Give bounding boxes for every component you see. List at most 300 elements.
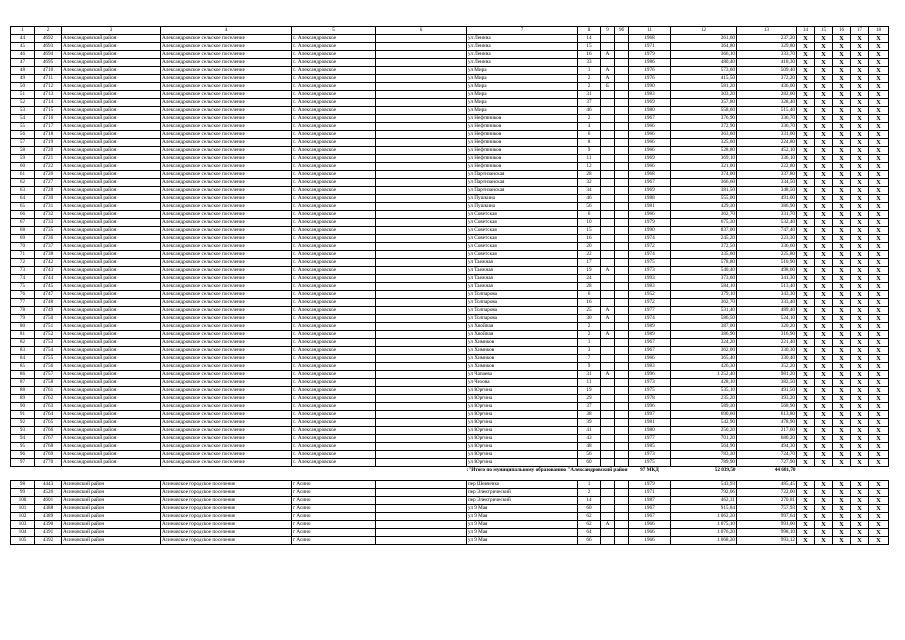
table-cell: X	[815, 521, 833, 529]
table-cell: 509,40	[737, 67, 797, 75]
table-cell	[615, 315, 629, 323]
table-cell: 586,50	[671, 315, 737, 323]
table-cell: 46	[11, 51, 35, 59]
table-row	[11, 379, 889, 387]
table-cell: 4738	[35, 251, 62, 259]
table-cell: 245,20	[671, 235, 737, 243]
table-cell	[601, 459, 615, 467]
table-cell: X	[869, 323, 889, 331]
table-cell: 1966	[629, 355, 671, 363]
table-cell: X	[797, 123, 815, 131]
table-cell: с. Александровское	[292, 315, 376, 323]
table-row	[11, 427, 889, 435]
table-cell: 217,60	[737, 427, 797, 435]
table-cell: X	[851, 497, 869, 505]
table-cell: ул Мира	[467, 83, 578, 91]
table-cell	[376, 155, 467, 163]
table-cell: X	[797, 195, 815, 203]
table-cell	[376, 387, 467, 395]
table-cell: X	[833, 331, 851, 339]
table-cell: X	[797, 259, 815, 267]
table-cell: X	[833, 91, 851, 99]
table-cell: Александровский район	[62, 259, 161, 267]
table-cell: 1966	[629, 537, 671, 545]
table-cell	[376, 147, 467, 155]
table-cell: 364,80	[671, 43, 737, 51]
table-cell: 491,50	[737, 387, 797, 395]
table-cell: X	[833, 291, 851, 299]
table-cell: X	[851, 243, 869, 251]
table-cell: 53	[11, 107, 35, 115]
table-cell	[376, 131, 467, 139]
table-cell: Александровское сельское поселение	[161, 75, 292, 83]
table-cell: 701,20	[671, 435, 737, 443]
table-cell: X	[869, 403, 889, 411]
table-cell: 320,20	[737, 323, 797, 331]
table-cell: 4731	[35, 203, 62, 211]
table-cell: ул Толпарова	[467, 307, 578, 315]
table-cell: ул Чапаева	[467, 371, 578, 379]
table-cell: Александровский район	[62, 59, 161, 67]
table-cell	[601, 411, 615, 419]
table-row	[11, 267, 889, 275]
table-cell: с. Александровское	[292, 35, 376, 43]
table-cell: с. Александровское	[292, 323, 376, 331]
table-cell: с. Александровское	[292, 307, 376, 315]
table-cell: 4710	[35, 67, 62, 75]
table-cell: 337,80	[737, 171, 797, 179]
table-cell: X	[815, 451, 833, 459]
table-cell: ул Партизанская	[467, 187, 578, 195]
table-cell: Асиновское городское поселение	[161, 529, 292, 537]
table-cell: 348,50	[737, 187, 797, 195]
table-cell: X	[833, 187, 851, 195]
table-cell: 321,00	[671, 163, 737, 171]
table-cell: 573,60	[671, 67, 737, 75]
column-number-header	[11, 27, 889, 35]
table-cell	[615, 387, 629, 395]
table-cell: Асиновский район	[62, 521, 161, 529]
table-cell	[601, 443, 615, 451]
table-cell: 24	[578, 275, 601, 283]
table-cell: ул Толпарова	[467, 315, 578, 323]
table-cell: с. Александровское	[292, 155, 376, 163]
table-cell: X	[869, 435, 889, 443]
table-cell: 4730	[35, 195, 62, 203]
table-cell: X	[833, 529, 851, 537]
table-cell: 41	[578, 427, 601, 435]
table-cell: X	[815, 243, 833, 251]
table-cell: 6	[578, 131, 601, 139]
table-cell: X	[833, 513, 851, 521]
table-cell: 87	[11, 379, 35, 387]
table-cell: 491,00	[737, 195, 797, 203]
table-cell	[376, 529, 467, 537]
table-cell	[601, 291, 615, 299]
table-cell: с. Александровское	[292, 75, 376, 83]
table-cell: 16	[578, 51, 601, 59]
table-cell	[601, 275, 615, 283]
table-cell: ул Толпарова	[467, 291, 578, 299]
table-cell: 365,40	[671, 355, 737, 363]
table-cell: 1985	[629, 443, 671, 451]
table-cell	[601, 403, 615, 411]
table-cell: X	[869, 497, 889, 505]
table-cell: ул Советская	[467, 211, 578, 219]
table-cell: 4389	[35, 513, 62, 521]
table-cell: X	[851, 211, 869, 219]
table-cell: X	[851, 435, 869, 443]
table-cell: 328,40	[737, 99, 797, 107]
table-cell: X	[851, 99, 869, 107]
table-cell: 85	[11, 363, 35, 371]
table-cell: X	[851, 59, 869, 67]
table-cell: X	[833, 451, 851, 459]
table-cell: Александровский район	[62, 451, 161, 459]
table-cell: X	[851, 331, 869, 339]
table-cell: X	[833, 243, 851, 251]
table-cell: Александровский район	[62, 459, 161, 467]
table-cell	[376, 195, 467, 203]
document-sheet	[10, 26, 886, 545]
table-cell	[615, 489, 629, 497]
table-row	[11, 163, 889, 171]
table-cell: 4745	[35, 283, 62, 291]
table-cell: 1983	[629, 91, 671, 99]
table-row	[11, 529, 889, 537]
table-cell: 4732	[35, 211, 62, 219]
table-cell	[615, 307, 629, 315]
table-cell: с. Александровское	[292, 195, 376, 203]
table-cell	[376, 427, 467, 435]
table-cell	[615, 43, 629, 51]
table-cell: 1980	[629, 107, 671, 115]
column-number: 7	[467, 27, 578, 35]
table-cell: Александровское сельское поселение	[161, 99, 292, 107]
table-cell: 542,90	[671, 419, 737, 427]
table-cell: 6	[578, 211, 601, 219]
table-cell	[376, 347, 467, 355]
table-cell: X	[869, 235, 889, 243]
table-cell	[376, 171, 467, 179]
table-cell	[601, 387, 615, 395]
table-cell: ул Химиков	[467, 339, 578, 347]
table-cell: 4765	[35, 419, 62, 427]
table-cell: Александровское сельское поселение	[161, 371, 292, 379]
table-cell: 4757	[35, 371, 62, 379]
table-cell: 1966	[629, 123, 671, 131]
table-cell: X	[833, 537, 851, 545]
table-cell: 494,30	[737, 443, 797, 451]
table-cell: ул Юргина	[467, 451, 578, 459]
table-cell	[601, 489, 615, 497]
table-cell: 1979	[629, 481, 671, 489]
table-cell: Асиновское городское поселение	[161, 481, 292, 489]
table-cell: г Асино	[292, 529, 376, 537]
table-cell: 4755	[35, 355, 62, 363]
table-cell: 94	[11, 435, 35, 443]
table-cell: X	[869, 139, 889, 147]
table-cell: ул Ленина	[467, 35, 578, 43]
table-cell: А	[601, 67, 615, 75]
table-cell: 34	[578, 187, 601, 195]
table-cell: X	[833, 299, 851, 307]
table-cell: X	[851, 83, 869, 91]
table-cell: Александровское сельское поселение	[161, 35, 292, 43]
table-cell: ул Хвойная	[467, 323, 578, 331]
table-cell: ул Советская	[467, 251, 578, 259]
table-cell: X	[851, 227, 869, 235]
table-cell: 270,81	[737, 497, 797, 505]
table-cell	[376, 497, 467, 505]
table-cell: Александровский район	[62, 435, 161, 443]
table-cell: 48	[11, 67, 35, 75]
table-cell: Александровское сельское поселение	[161, 435, 292, 443]
table-cell: с. Александровское	[292, 443, 376, 451]
table-cell: X	[833, 67, 851, 75]
table-cell	[601, 115, 615, 123]
table-cell: X	[797, 83, 815, 91]
table-cell: 44	[11, 35, 35, 43]
table-cell: 62	[578, 521, 601, 529]
table-cell: X	[797, 219, 815, 227]
table-cell: ул 9 Мая	[467, 529, 578, 537]
table-cell: X	[851, 427, 869, 435]
table-cell: ул Мира	[467, 67, 578, 75]
table-cell	[615, 459, 629, 467]
table-cell: с. Александровское	[292, 59, 376, 67]
table-cell	[376, 379, 467, 387]
table-cell: X	[833, 521, 851, 529]
table-row	[11, 451, 889, 459]
table-cell: X	[815, 171, 833, 179]
table-cell: ул Чехова	[467, 379, 578, 387]
table-cell: X	[815, 131, 833, 139]
table-cell: 498,00	[737, 267, 797, 275]
table-cell	[376, 481, 467, 489]
table-cell: 96	[11, 451, 35, 459]
table-cell: X	[833, 459, 851, 467]
table-cell: X	[833, 355, 851, 363]
table-cell: X	[833, 131, 851, 139]
table-cell: 4736	[35, 235, 62, 243]
table-cell: X	[851, 371, 869, 379]
table-cell: 51	[11, 91, 35, 99]
table-cell: X	[797, 179, 815, 187]
table-cell: 1 076,20	[671, 529, 737, 537]
table-cell: X	[851, 355, 869, 363]
table-cell: Александровское сельское поселение	[161, 275, 292, 283]
table-cell: 2	[578, 331, 601, 339]
table-cell: X	[815, 283, 833, 291]
table-cell: X	[869, 419, 889, 427]
table-cell: 4718	[35, 131, 62, 139]
table-cell: 993,12	[737, 537, 797, 545]
table-cell	[376, 283, 467, 291]
table-cell: 100	[11, 497, 35, 505]
table-row	[11, 513, 889, 521]
table-cell: 71	[11, 251, 35, 259]
table-cell: X	[797, 275, 815, 283]
table-cell	[376, 139, 467, 147]
table-row	[11, 139, 889, 147]
table-cell: X	[851, 339, 869, 347]
table-cell	[376, 363, 467, 371]
table-cell	[601, 505, 615, 513]
table-cell	[615, 35, 629, 43]
table-cell: Александровское сельское поселение	[161, 235, 292, 243]
table-cell: X	[851, 347, 869, 355]
table-cell: X	[869, 363, 889, 371]
table-cell	[615, 331, 629, 339]
table-cell: 4693	[35, 43, 62, 51]
table-cell: X	[815, 259, 833, 267]
table-cell: 1968	[629, 35, 671, 43]
table-cell: 20	[578, 243, 601, 251]
table-cell: X	[797, 131, 815, 139]
table-cell: X	[833, 115, 851, 123]
table-cell: X	[851, 451, 869, 459]
table-cell: 37	[578, 99, 601, 107]
table-cell: X	[869, 395, 889, 403]
table-cell: 2	[578, 75, 601, 83]
table-cell	[376, 315, 467, 323]
table-cell: 1986	[629, 59, 671, 67]
table-row	[11, 227, 889, 235]
table-cell: 84	[11, 355, 35, 363]
table-cell: X	[815, 481, 833, 489]
table-cell: 373,60	[671, 275, 737, 283]
table-cell: X	[797, 147, 815, 155]
table-cell: 4750	[35, 315, 62, 323]
table-cell: 485,45	[737, 481, 797, 489]
table-cell: 59	[11, 155, 35, 163]
table-cell: 452,10	[737, 147, 797, 155]
table-cell: Александровский район	[62, 307, 161, 315]
table-cell: с. Александровское	[292, 131, 376, 139]
table-cell: с. Александровское	[292, 451, 376, 459]
table-cell: 363,60	[671, 131, 737, 139]
table-cell: X	[869, 443, 889, 451]
table-cell: 1975	[629, 259, 671, 267]
table-cell: 60	[578, 459, 601, 467]
table-cell: 998,10	[737, 529, 797, 537]
table-cell: Асиновский район	[62, 537, 161, 545]
table-cell	[615, 91, 629, 99]
table-cell	[376, 91, 467, 99]
table-cell: 1966	[629, 139, 671, 147]
table-cell: X	[797, 419, 815, 427]
table-cell: Александровское сельское поселение	[161, 387, 292, 395]
table-cell: 528,80	[671, 147, 737, 155]
table-row	[11, 443, 889, 451]
table-cell: 4727	[35, 179, 62, 187]
table-cell: 4747	[35, 291, 62, 299]
table-cell: 58	[11, 147, 35, 155]
table-cell: X	[815, 355, 833, 363]
table-cell: X	[869, 107, 889, 115]
table-cell: ул 9 Мая	[467, 513, 578, 521]
table-cell	[615, 291, 629, 299]
table-cell: ул Мира	[467, 107, 578, 115]
table-cell: 540,40	[671, 267, 737, 275]
table-cell: Александровское сельское поселение	[161, 107, 292, 115]
table-cell: X	[833, 203, 851, 211]
table-cell	[615, 83, 629, 91]
table-cell: 1990	[629, 83, 671, 91]
table-cell: X	[869, 521, 889, 529]
table-row	[11, 67, 889, 75]
table-cell: X	[869, 243, 889, 251]
table-row	[11, 187, 889, 195]
table-cell: 64	[578, 529, 601, 537]
table-cell: 99	[11, 489, 35, 497]
table-cell: 727,90	[737, 459, 797, 467]
housing-register-table	[10, 26, 889, 545]
table-cell: X	[851, 291, 869, 299]
table-cell: 19	[578, 387, 601, 395]
table-cell: X	[851, 411, 869, 419]
table-cell: ул 9 Мая	[467, 537, 578, 545]
table-cell: 4749	[35, 307, 62, 315]
table-cell: с. Александровское	[292, 355, 376, 363]
table-cell: 1976	[629, 75, 671, 83]
table-cell: 4721	[35, 155, 62, 163]
table-cell: 564,90	[671, 443, 737, 451]
table-cell	[376, 489, 467, 497]
table-cell: 1997	[629, 411, 671, 419]
table-cell: 88	[11, 387, 35, 395]
table-cell: Александровское сельское поселение	[161, 395, 292, 403]
table-cell: 1977	[629, 307, 671, 315]
table-cell: 1952	[629, 291, 671, 299]
table-cell: X	[869, 315, 889, 323]
table-cell: X	[833, 211, 851, 219]
table-cell: X	[851, 259, 869, 267]
table-row	[11, 435, 889, 443]
column-number: 12	[671, 27, 737, 35]
table-cell: 4713	[35, 91, 62, 99]
table-row	[11, 291, 889, 299]
table-cell: 15	[578, 227, 601, 235]
table-cell: X	[869, 43, 889, 51]
table-cell: 343,30	[737, 291, 797, 299]
table-cell: с. Александровское	[292, 83, 376, 91]
table-cell	[601, 195, 615, 203]
table-cell	[615, 171, 629, 179]
table-cell: пер Электрический	[467, 497, 578, 505]
table-row	[11, 315, 889, 323]
table-cell: 4712	[35, 83, 62, 91]
table-row	[11, 481, 889, 489]
table-cell	[615, 513, 629, 521]
table-cell	[376, 259, 467, 267]
table-cell	[601, 435, 615, 443]
table-cell: X	[869, 529, 889, 537]
table-cell	[376, 411, 467, 419]
table-cell: X	[833, 435, 851, 443]
table-cell: г Асино	[292, 537, 376, 545]
table-cell: ул Таежная	[467, 259, 578, 267]
table-cell: X	[815, 59, 833, 67]
table-cell: 60	[578, 505, 601, 513]
table-row	[11, 537, 889, 545]
table-cell	[615, 435, 629, 443]
table-cell	[376, 235, 467, 243]
table-cell	[615, 195, 629, 203]
table-cell: с. Александровское	[292, 139, 376, 147]
table-cell: 429,30	[671, 203, 737, 211]
